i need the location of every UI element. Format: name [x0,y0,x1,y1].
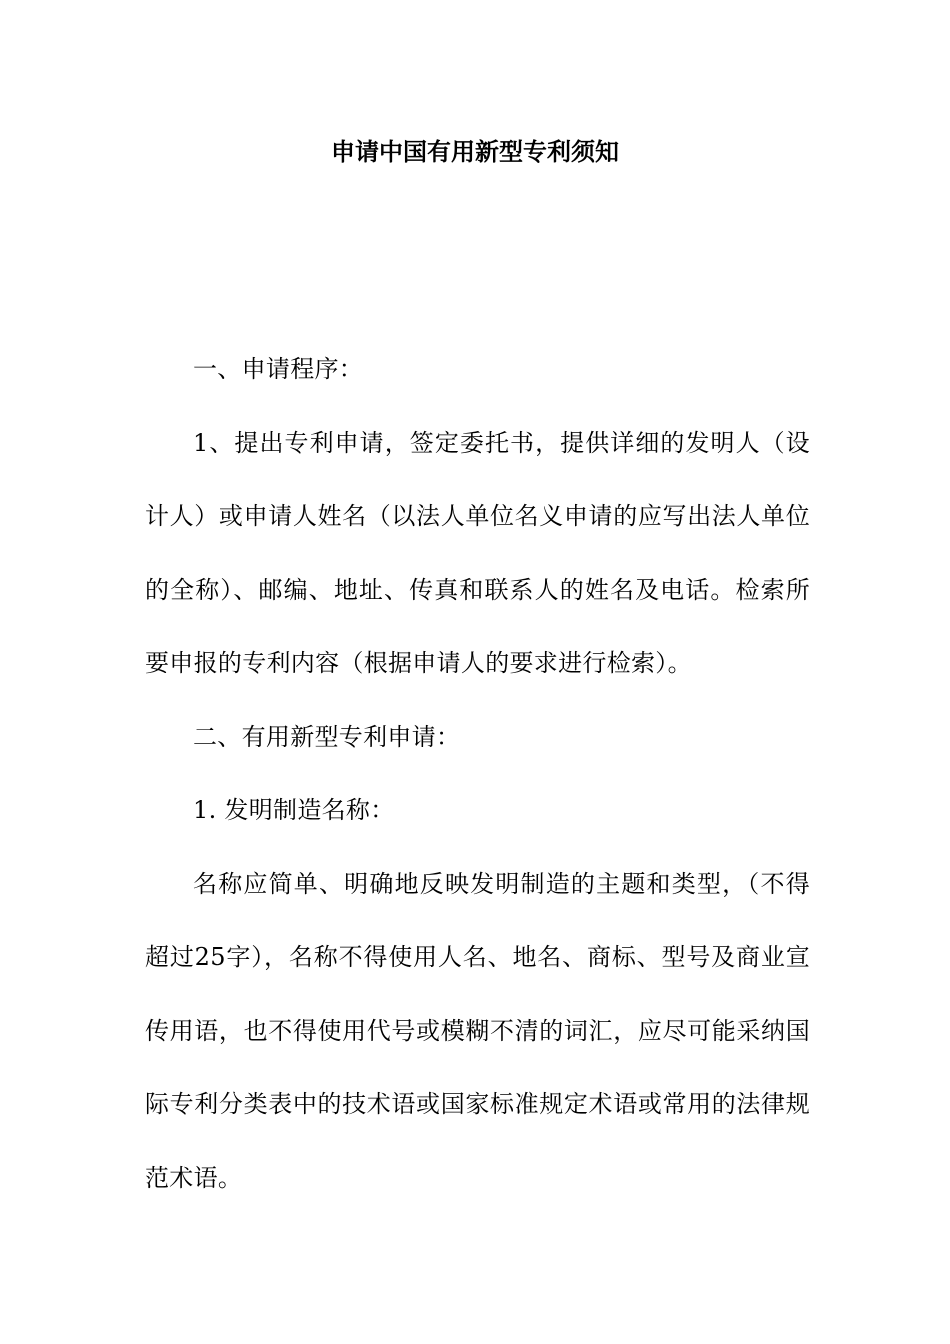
document-title: 申请中国有用新型专利须知 [331,138,619,166]
document-body [145,333,810,1215]
subheading-invention-name: 1. 发明制造名称： [193,796,395,824]
section-heading-procedure: 一、申请程序： [193,355,364,383]
section-heading-utility-model: 二、有用新型专利申请： [193,722,461,751]
paragraph-invention-name-rules: 名称应简单、明确地反映发明制造的主题和类型，（不得超过25字），名称不得使用人名、地名、商标、型号及商业宣传用语，也不得使用代号或模糊不清的词汇，应尽可能采纳国际专利分类表中的技术语或国家标准规定术语或常用的法律规范术语。 [145,869,810,1192]
paragraph-procedure-step-1: 1、提出专利申请，签定委托书，提供详细的发明人（设计人）或申请人姓名（以法人单位名义申请的应写出法人单位的全称）、邮编、地址、传真和联系人的姓名及电话。检索所要申报的专利内容（根据申请人的要求进行检索）。 [145,428,810,677]
